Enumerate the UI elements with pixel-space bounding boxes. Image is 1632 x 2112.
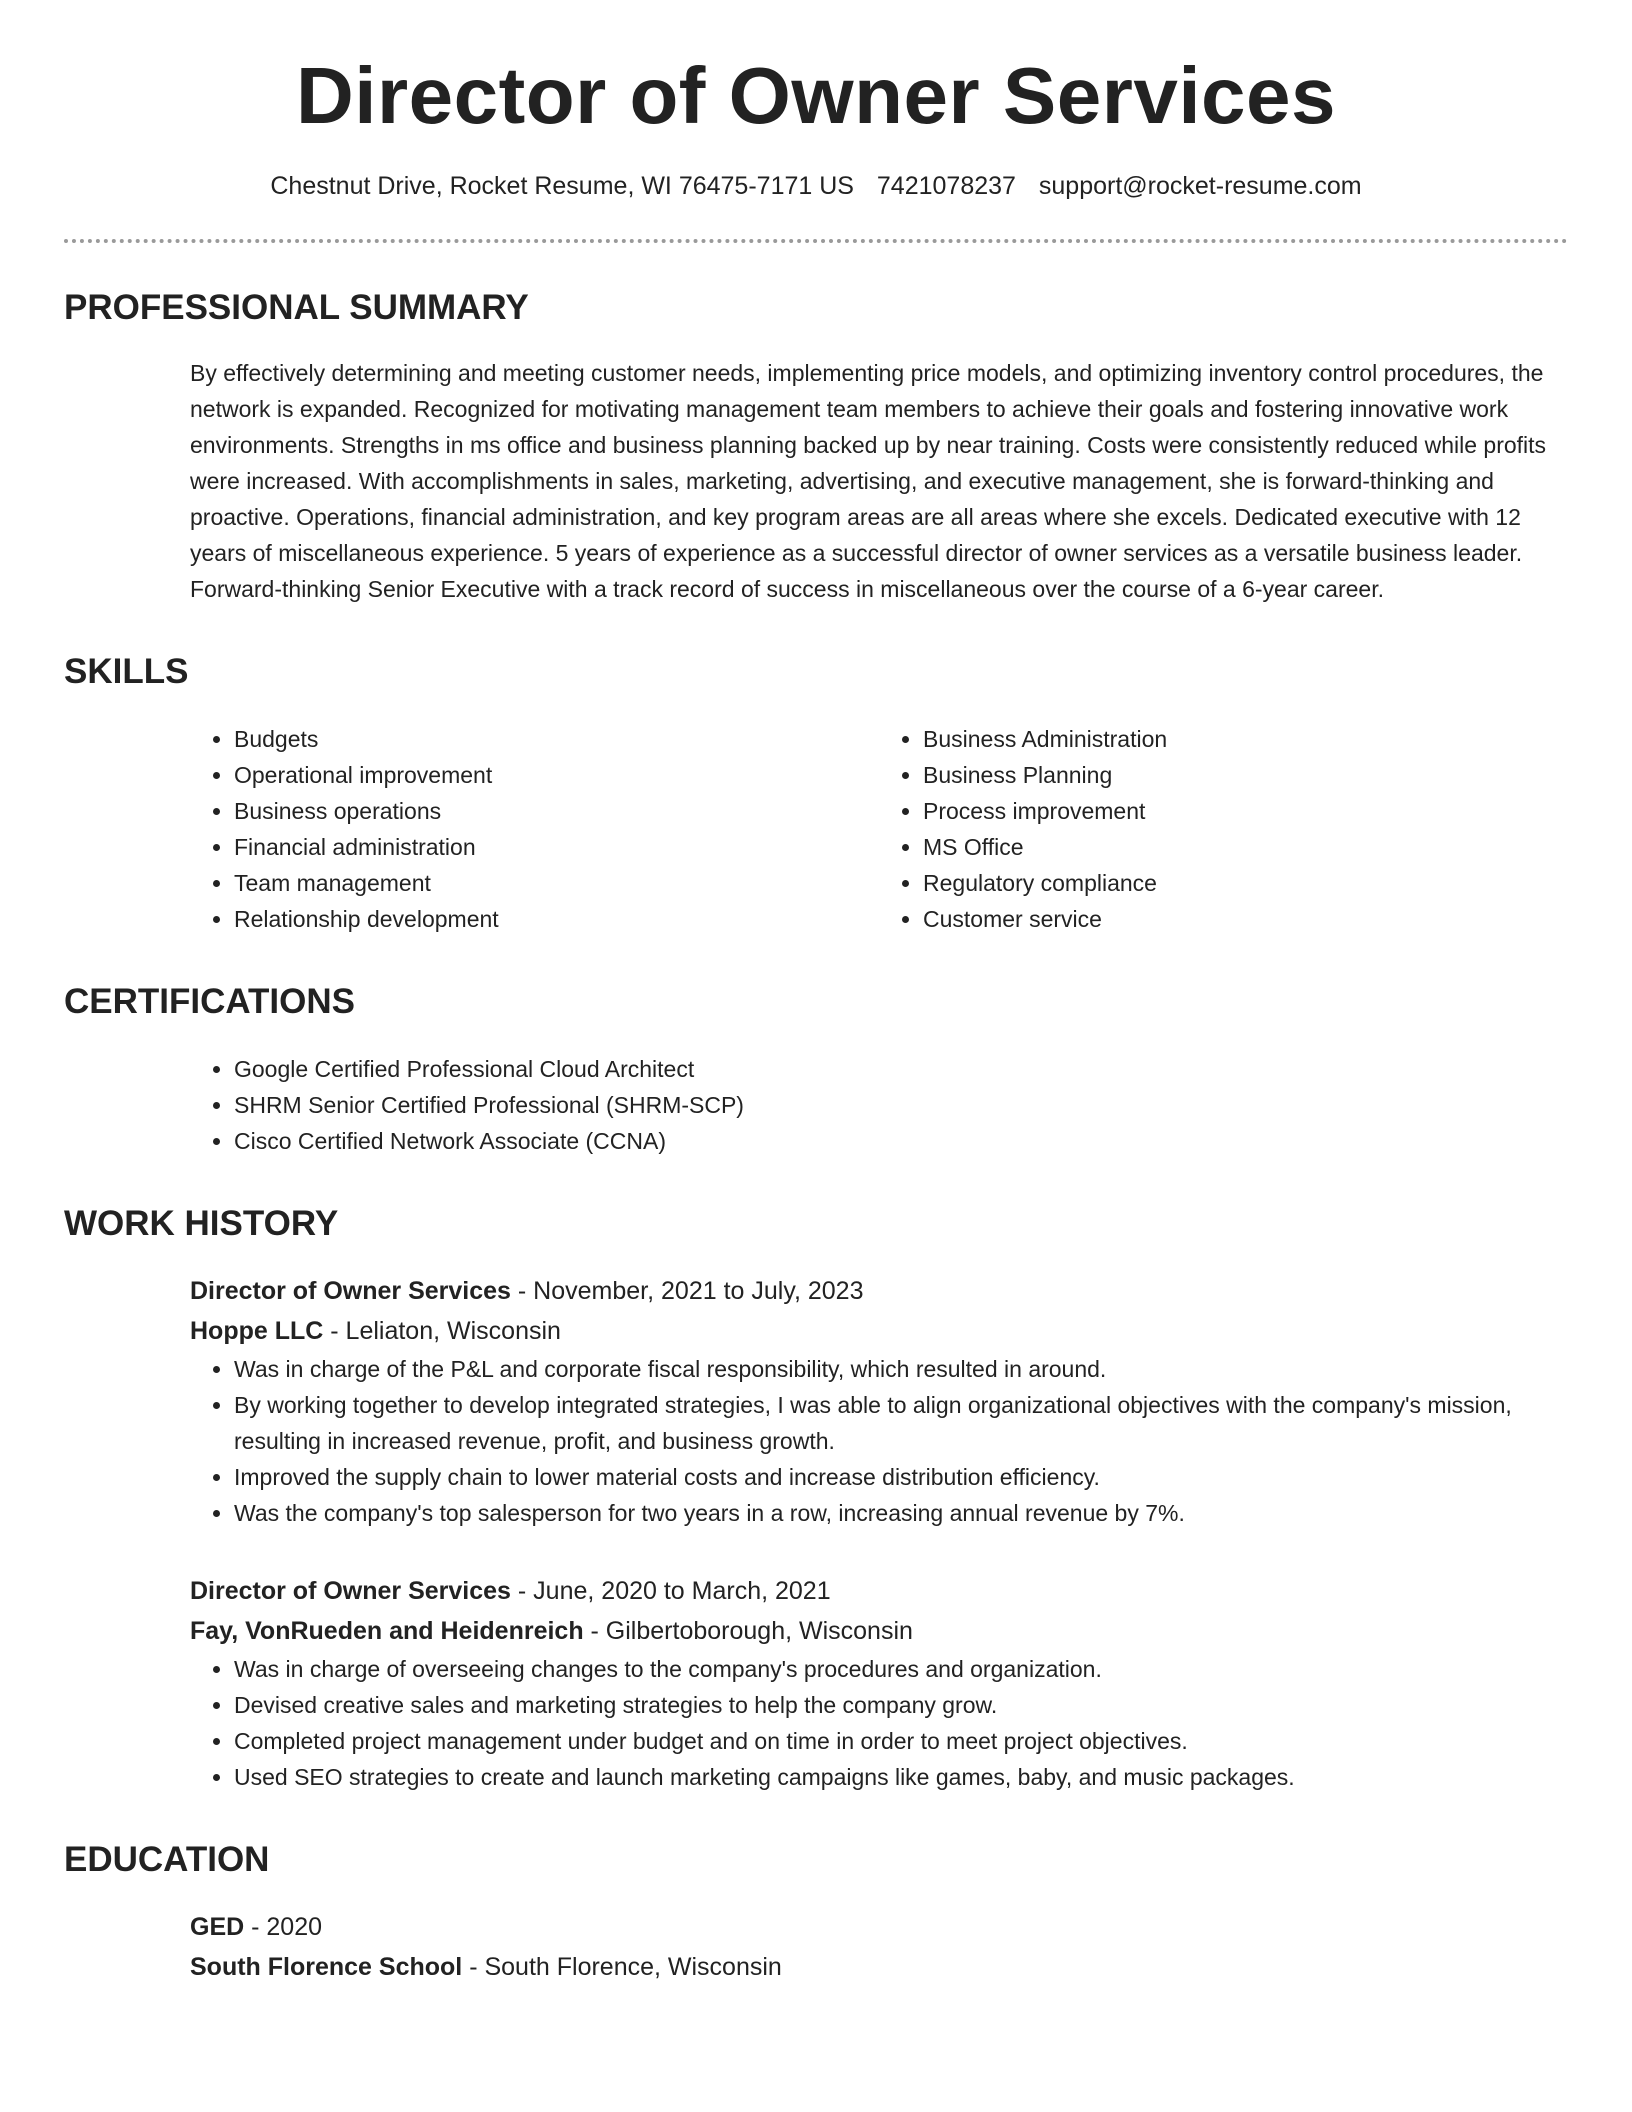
summary-text: By effectively determining and meeting customer needs, implementing price models, and optimizing inventory control procedures, the network is expanded. Recognized for motivating management team members to achieve their goals and fostering innovative work environments. Strengths in ms office and business planning backed up by near training. Costs were consistently reduced while profits were increased. With accomplishments in sales, marketing, advertising, and executive management, she is forward-thinking and proactive. Operations, financial administration, and key program areas are all areas where she excels. Dedicated executive with 12 years of miscellaneous experience. 5 years of experience as a successful director of owner services as a versatile business leader. Forward-thinking Senior Executive with a track record of success in miscellaneous over the course of a 6-year career.	[190, 359, 1547, 602]
job-title: Director of Owner Services	[190, 1576, 511, 1605]
certification-item: • Google Certified Professional Cloud Architect	[234, 1051, 1568, 1087]
job-title-line	[190, 1571, 1568, 1611]
skill-item: • Financial administration	[234, 829, 879, 865]
skills-list-right	[879, 721, 1568, 937]
job-company: Hoppe LLC	[190, 1316, 324, 1345]
job-company-line	[190, 1611, 1568, 1651]
header-divider	[64, 239, 1568, 243]
education-entry	[190, 1907, 1568, 1987]
page-title: Director of Owner Services	[295, 51, 1337, 140]
job-bullet: • Was in charge of the P&L and corporate fiscal responsibility, which resulted in around.	[234, 1351, 1568, 1387]
skill-item: • Business Administration	[923, 721, 1568, 757]
contact-email: support@rocket-resume.com	[1038, 172, 1362, 200]
certifications-heading: CERTIFICATIONS	[64, 981, 356, 1021]
skill-item: • Budgets	[234, 721, 879, 757]
contact-phone: 7421078237	[876, 172, 1016, 200]
summary-section	[64, 287, 1568, 607]
certifications-list	[190, 1051, 1568, 1159]
education-school-line	[190, 1947, 1568, 1987]
job-bullet: • By working together to develop integrated strategies, I was able to align organizational objectives with the company's mission, resulting in increased revenue, profit, and business growth.	[234, 1387, 1568, 1459]
job-bullet: • Devised creative sales and marketing strategies to help the company grow.	[234, 1687, 1568, 1723]
skills-grid	[190, 721, 1568, 937]
skill-item: • Operational improvement	[234, 757, 879, 793]
job-bullet: • Improved the supply chain to lower material costs and increase distribution efficiency.	[234, 1459, 1568, 1495]
job-location: - Leliaton, Wisconsin	[323, 1316, 561, 1345]
job-title: Director of Owner Services	[190, 1276, 511, 1305]
job-bullet: • Used SEO strategies to create and launch marketing campaigns like games, baby, and music packages.	[234, 1759, 1568, 1795]
job-title-line	[190, 1271, 1568, 1311]
skill-item: • Regulatory compliance	[923, 865, 1568, 901]
skill-item: • Relationship development	[234, 901, 879, 937]
education-year: - 2020	[244, 1912, 323, 1941]
job-company: Fay, VonRueden and Heidenreich	[190, 1616, 584, 1645]
contact-line	[64, 170, 1568, 203]
skill-item: • MS Office	[923, 829, 1568, 865]
education-degree: GED	[190, 1912, 245, 1941]
summary-heading: PROFESSIONAL SUMMARY	[64, 287, 529, 327]
certification-item: • SHRM Senior Certified Professional (SHRM-SCP)	[234, 1087, 1568, 1123]
work-history-heading: WORK HISTORY	[64, 1203, 339, 1243]
job-bullets	[190, 1651, 1568, 1795]
work-history-section	[64, 1203, 1568, 1795]
job-bullets	[190, 1351, 1568, 1531]
skills-section	[64, 651, 1568, 937]
job-bullet: • Completed project management under budget and on time in order to meet project objectives.	[234, 1723, 1568, 1759]
skills-list-left	[190, 721, 879, 937]
job-company-line	[190, 1311, 1568, 1351]
education-location: - South Florence, Wisconsin	[462, 1952, 782, 1981]
job-dates: - November, 2021 to July, 2023	[510, 1276, 864, 1305]
skill-item: • Team management	[234, 865, 879, 901]
skill-item: • Business Planning	[923, 757, 1568, 793]
certification-item: • Cisco Certified Network Associate (CCNA)	[234, 1123, 1568, 1159]
job-bullet: • Was the company's top salesperson for two years in a row, increasing annual revenue by 7%.	[234, 1495, 1568, 1531]
education-heading: EDUCATION	[64, 1839, 270, 1879]
job-entry	[190, 1571, 1568, 1795]
education-school: South Florence School	[190, 1952, 463, 1981]
skill-item: • Customer service	[923, 901, 1568, 937]
job-bullet: • Was in charge of overseeing changes to the company's procedures and organization.	[234, 1651, 1568, 1687]
job-dates: - June, 2020 to March, 2021	[510, 1576, 831, 1605]
certifications-block	[190, 1051, 1568, 1159]
job-entry	[190, 1271, 1568, 1531]
skill-item: • Business operations	[234, 793, 879, 829]
job-location: - Gilbertoborough, Wisconsin	[583, 1616, 913, 1645]
skill-item: • Process improvement	[923, 793, 1568, 829]
contact-address: Chestnut Drive, Rocket Resume, WI 76475-7171 US	[270, 172, 854, 200]
certifications-section	[64, 981, 1568, 1159]
education-section	[64, 1839, 1568, 1987]
education-degree-line	[190, 1907, 1568, 1947]
skills-heading: SKILLS	[64, 651, 189, 691]
